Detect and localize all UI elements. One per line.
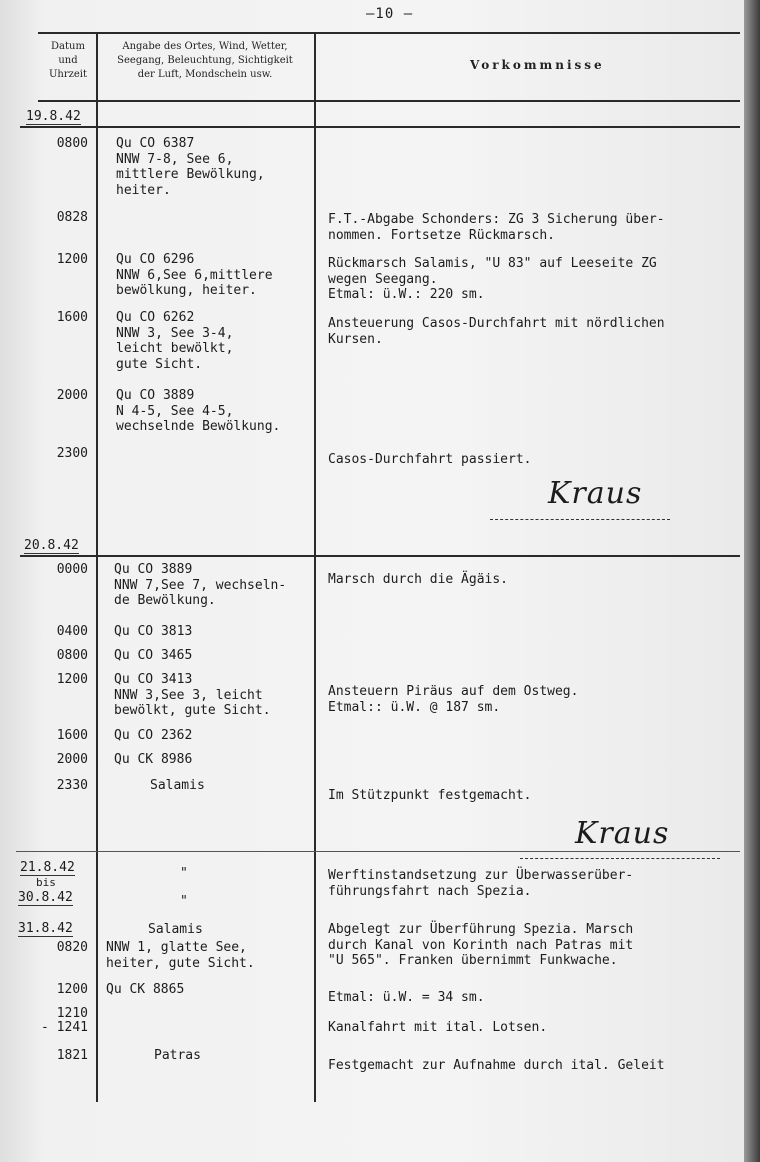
time-cell: 1210	[56, 1006, 88, 1021]
place-weather-line: Qu CO 6262	[116, 310, 195, 325]
time-cell: 2000	[56, 388, 88, 403]
date-30-8: 30.8.42	[18, 890, 73, 905]
time-cell: 1200	[56, 672, 88, 687]
time-cell: 2000	[56, 752, 88, 767]
event-line: Etmal: ü.W. = 34 sm.	[328, 990, 485, 1005]
place-weather-line: Salamis	[148, 922, 203, 937]
place-weather-line: NNW 7-8, See 6,	[116, 151, 234, 167]
ditto-mark: "	[180, 866, 188, 881]
date-21-8: 21.8.42	[20, 860, 75, 875]
time-cell: 0000	[56, 562, 88, 577]
place-weather-line: bewölkt, gute Sicht.	[114, 703, 271, 718]
event-line: Abgelegt zur Überführung Spezia. Marsch	[328, 922, 634, 937]
header-place: Angabe des Ortes, Wind, Wetter, Seegang, Beleuchtung, Sichtigkeit der Luft, Mondschein usw.	[117, 41, 293, 80]
place-weather-line: NNW 3, See 3-4,	[116, 325, 234, 341]
place-weather-line: leicht bewölkt,	[116, 341, 234, 356]
place-weather-line: wechselnde Bewölkung.	[116, 419, 281, 434]
place-weather-line: Qu CO 3465	[114, 648, 193, 663]
date-20-8: 20.8.42	[24, 538, 79, 553]
place-weather-line: NNW 3,See 3, leicht	[114, 687, 263, 703]
place-weather-line: Salamis	[150, 778, 205, 793]
place-weather-line: Qu CK 8986	[114, 752, 193, 767]
time-cell: 2330	[56, 778, 88, 793]
event-line: "U 565". Franken übernimmt Funkwache.	[328, 953, 618, 968]
date-bis: bis	[36, 876, 56, 889]
place-weather-line: heiter, gute Sicht.	[106, 955, 255, 971]
place-weather-line: gute Sicht.	[116, 356, 203, 372]
event-line: nommen. Fortsetze Rückmarsch.	[328, 227, 555, 243]
page-number: —10 —	[366, 6, 414, 22]
event-line: Werftinstandsetzung zur Überwasserüber-	[328, 868, 634, 883]
place-weather-line: NNW 6,See 6,mittlere	[116, 267, 273, 283]
rule-date-21	[16, 851, 740, 852]
time-cell: 1200	[56, 252, 88, 267]
rule-date-20	[20, 555, 740, 557]
place-weather-line: heiter.	[116, 182, 171, 198]
place-weather-line: de Bewölkung.	[114, 593, 216, 608]
time-cell: 1821	[56, 1048, 88, 1063]
place-weather-line: Qu CO 3889	[116, 388, 195, 403]
date-31-8: 31.8.42	[18, 921, 73, 936]
event-line: Ansteuerung Casos-Durchfahrt mit nördlichen	[328, 316, 665, 331]
place-weather-line: N 4-5, See 4-5,	[116, 403, 234, 419]
event-line: führungsfahrt nach Spezia.	[328, 883, 532, 899]
place-weather-line: Qu CO 6296	[116, 252, 195, 267]
place-weather-line: bewölkung, heiter.	[116, 283, 257, 298]
time-cell: 0800	[56, 136, 88, 151]
event-line: Kursen.	[328, 331, 383, 347]
place-weather-line: Qu CO 3813	[114, 624, 193, 639]
event-line: Etmal: ü.W.: 220 sm.	[328, 287, 485, 302]
signature-line-1	[490, 519, 670, 520]
signature-line-2	[520, 858, 720, 859]
rule-top	[38, 32, 740, 34]
time-cell: 2300	[56, 446, 88, 461]
signature-1: Kraus	[548, 476, 643, 511]
page-edge-shadow	[744, 0, 760, 1162]
signature-2: Kraus	[575, 816, 670, 851]
time-cell: 1200	[56, 982, 88, 997]
rule-date-19	[20, 126, 740, 128]
header-events: Vorkommnisse	[470, 58, 605, 72]
header-date: Datum und Uhrzeit	[48, 41, 88, 80]
place-weather-line: Qu CK 8865	[106, 982, 185, 997]
place-weather-line: Qu CO 2362	[114, 728, 193, 743]
rule-col-1	[96, 32, 98, 1102]
event-line: Ansteuern Piräus auf dem Ostweg.	[328, 684, 579, 699]
place-weather-line: mittlere Bewölkung,	[116, 167, 265, 182]
event-line: durch Kanal von Korinth nach Patras mit	[328, 937, 634, 953]
event-line: Etmal:: ü.W. @ 187 sm.	[328, 699, 501, 715]
place-weather-line: Qu CO 6387	[116, 136, 195, 151]
event-line: F.T.-Abgabe Schonders: ZG 3 Sicherung über-	[328, 212, 665, 227]
time-cell: - 1241	[41, 1020, 88, 1035]
date-19-8: 19.8.42	[26, 109, 81, 124]
place-weather-line: Qu CO 3413	[114, 672, 193, 687]
time-cell: 0400	[56, 624, 88, 639]
rule-col-2	[314, 32, 316, 1102]
rule-header	[38, 100, 740, 102]
time-cell: 1600	[56, 728, 88, 743]
time-cell: 0828	[56, 210, 88, 225]
event-line: Casos-Durchfahrt passiert.	[328, 452, 532, 467]
place-weather-line: Qu CO 3889	[114, 562, 193, 577]
place-weather-line: NNW 7,See 7, wechseln-	[114, 577, 287, 593]
event-line: Im Stützpunkt festgemacht.	[328, 788, 532, 803]
place-weather-line: Patras	[154, 1048, 201, 1063]
time-cell: 0800	[56, 648, 88, 663]
ditto-mark: "	[180, 894, 188, 909]
place-weather-line: NNW 1, glatte See,	[106, 940, 247, 955]
event-line: wegen Seegang.	[328, 271, 438, 287]
event-line: Marsch durch die Ägäis.	[328, 572, 509, 587]
time-cell: 1600	[56, 310, 88, 325]
time-cell: 0820	[56, 940, 88, 955]
event-line: Rückmarsch Salamis, "U 83" auf Leeseite ZG	[328, 256, 657, 271]
event-line: Festgemacht zur Aufnahme durch ital. Geleit	[328, 1058, 665, 1073]
event-line: Kanalfahrt mit ital. Lotsen.	[328, 1020, 548, 1035]
